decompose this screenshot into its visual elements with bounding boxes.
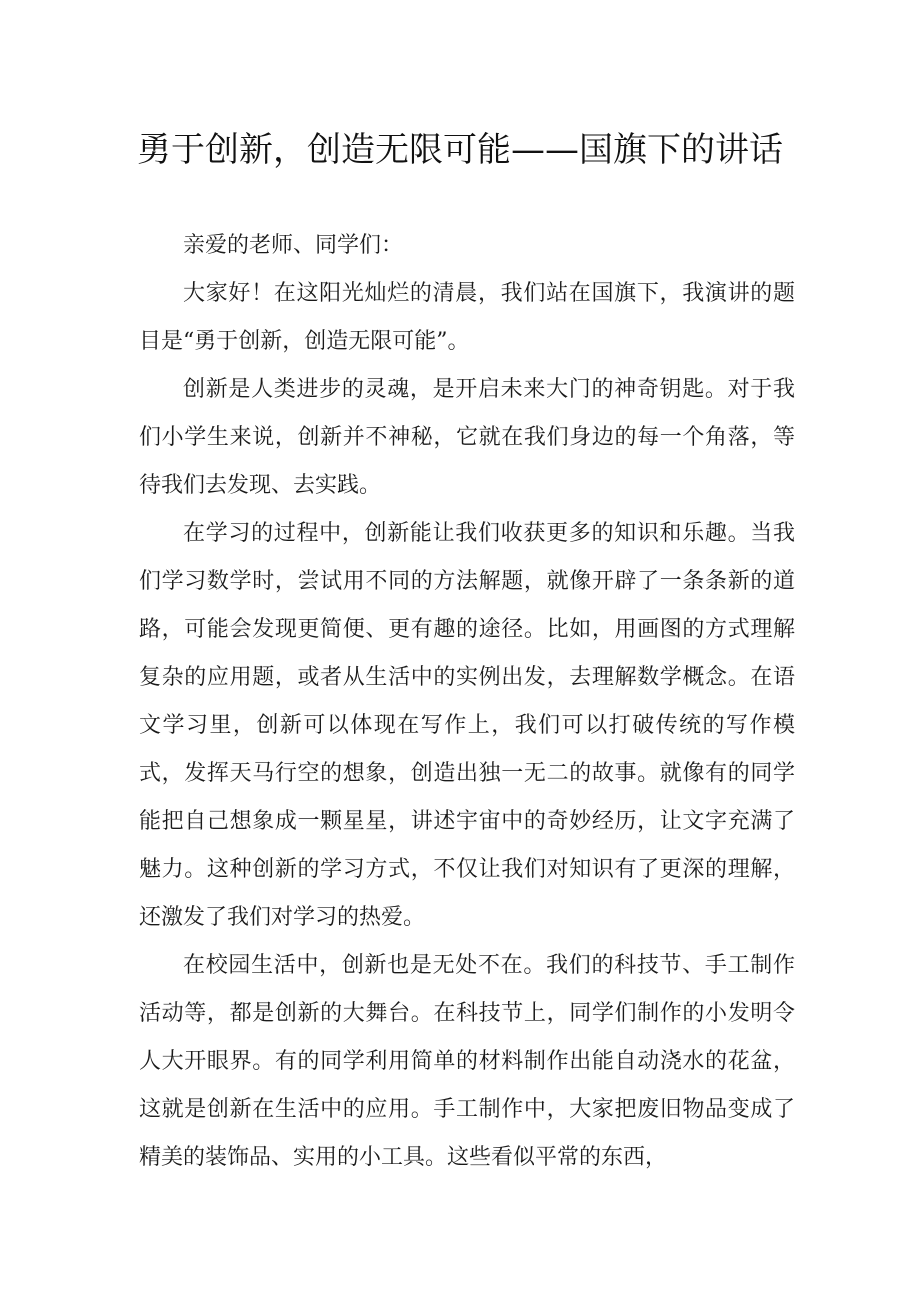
paragraph-learning: 在学习的过程中，创新能让我们收获更多的知识和乐趣。当我们学习数学时，尝试用不同的方法解题，就像开辟了一条条新的道路，可能会发现更简便、更有趣的途径。比如，用画图的方式理解复杂的应用题，或者从生活中的实例出发，去理解数学概念。在语文学习里，创新可以体现在写作上，我们可以打破传统的写作模式，发挥天马行空的想象，创造出独一无二的故事。就像有的同学能把自己想象成一颗星星，讲述宇宙中的奇妙经历，让文字充满了魅力。这种创新的学习方式，不仅让我们对知识有了更深的理解，还激发了我们对学习的热爱。 (139, 521, 795, 930)
paragraph-greeting: 亲爱的老师、同学们： (183, 233, 404, 258)
paragraph-campus-life: 在校园生活中，创新也是无处不在。我们的科技节、手工制作活动等，都是创新的大舞台。在科技节上，同学们制作的小发明令人大开眼界。有的同学利用简单的材料制作出能自动浇水的花盆，这就是创新在生活中的应用。手工制作中，大家把废旧物品变成了精美的装饰品、实用的小工具。这些看似平常的东西， (139, 953, 795, 1170)
paragraph-innovation-intro: 创新是人类进步的灵魂，是开启未来大门的神奇钥匙。对于我们小学生来说，创新并不神秘，它就在我们身边的每一个角落，等待我们去发现、去实践。 (139, 377, 795, 498)
paragraph-opening: 大家好！在这阳光灿烂的清晨，我们站在国旗下，我演讲的题目是“勇于创新，创造无限可能”。 (139, 281, 795, 354)
page-title: 勇于创新，创造无限可能——国旗下的讲话 (137, 130, 783, 170)
speech-body (139, 222, 795, 1182)
